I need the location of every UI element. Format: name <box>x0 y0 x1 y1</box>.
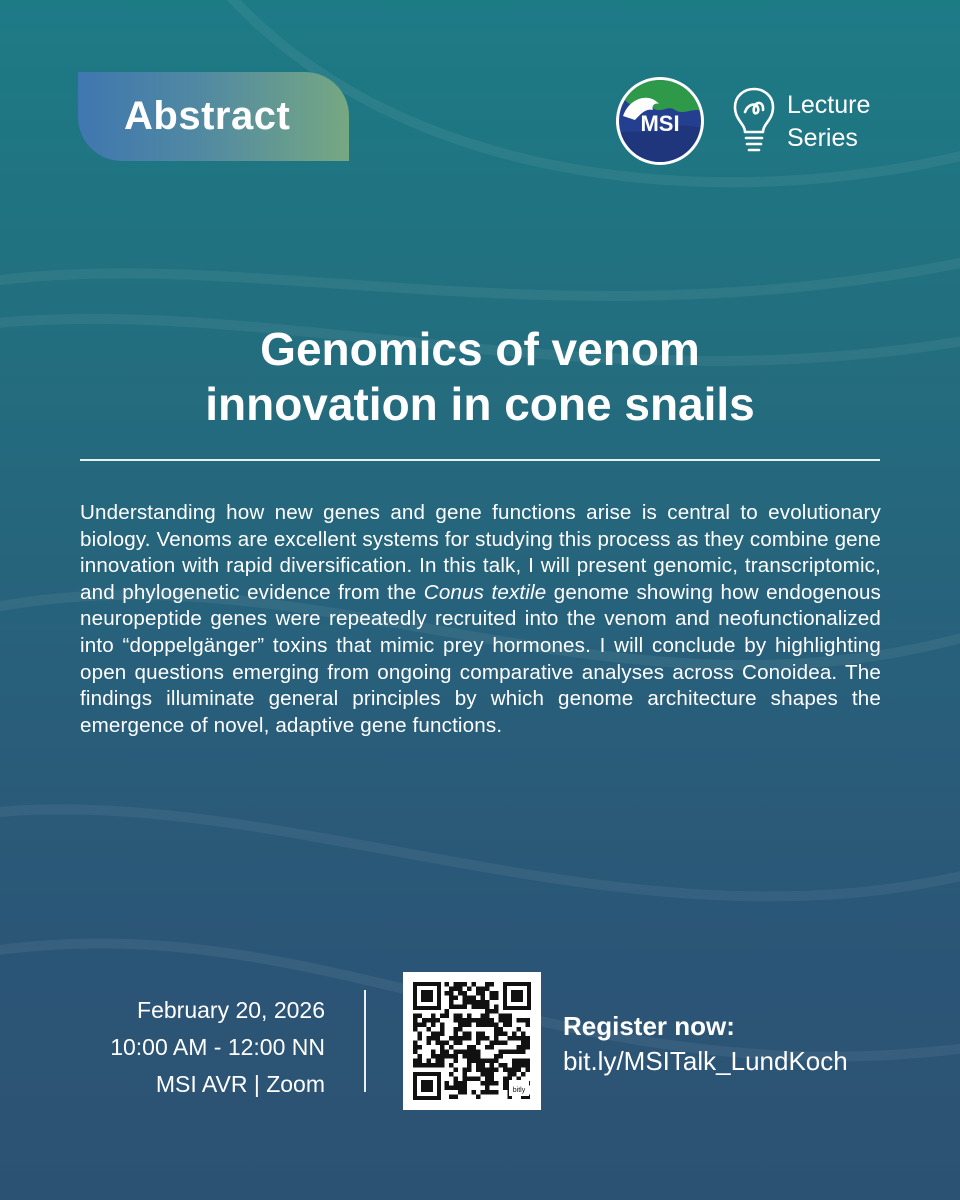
register-label: Register now: <box>563 1011 735 1041</box>
abstract-part-1: Understanding how new genes and gene functions arise is central to evolutionary biology. Venoms are excellent systems for studying this process as they combine gene innovation with rapid diversification. In this talk, I will present genomic, transcriptomic, and phylogenetic evidence from the <box>80 501 881 604</box>
talk-title <box>80 322 880 432</box>
vertical-divider <box>364 990 366 1092</box>
abstract-badge <box>78 72 349 161</box>
qr-code-graphic <box>413 982 531 1100</box>
qr-tag: bitly <box>512 1087 526 1094</box>
series-line-1: Lecture <box>787 91 871 119</box>
title-line-1: Genomics of venom <box>260 323 700 375</box>
event-details <box>110 992 325 1103</box>
badge-label: Abstract <box>124 94 291 138</box>
msi-logo-icon <box>615 76 705 166</box>
event-venue: MSI AVR | Zoom <box>155 1071 325 1097</box>
qr-code-icon[interactable] <box>403 972 541 1110</box>
logo-text: MSI <box>640 111 680 136</box>
event-time: 10:00 AM - 12:00 NN <box>110 1034 325 1060</box>
event-date: February 20, 2026 <box>137 997 325 1023</box>
lightbulb-icon <box>732 86 776 154</box>
divider <box>80 459 880 461</box>
abstract-text <box>80 500 881 739</box>
abstract-part-2: genome showing how endogenous neuropeptide genes were repeatedly recruited into the venom and neofunctionalized into “doppelgänger” toxins that mimic prey hormones. I will conclude by highlighting open questions emerging from ongoing comparative analyses across Conoidea. The findings illuminate general principles by which genome architecture shapes the emergence of novel, adaptive gene functions. <box>80 580 882 737</box>
register-link[interactable]: bit.ly/MSITalk_LundKoch <box>563 1046 848 1076</box>
abstract-italic: Conus textile <box>423 580 547 604</box>
register-block <box>563 1009 848 1079</box>
series-line-2: Series <box>787 124 858 152</box>
title-line-2: innovation in cone snails <box>205 378 755 430</box>
lecture-series-label <box>787 89 870 155</box>
